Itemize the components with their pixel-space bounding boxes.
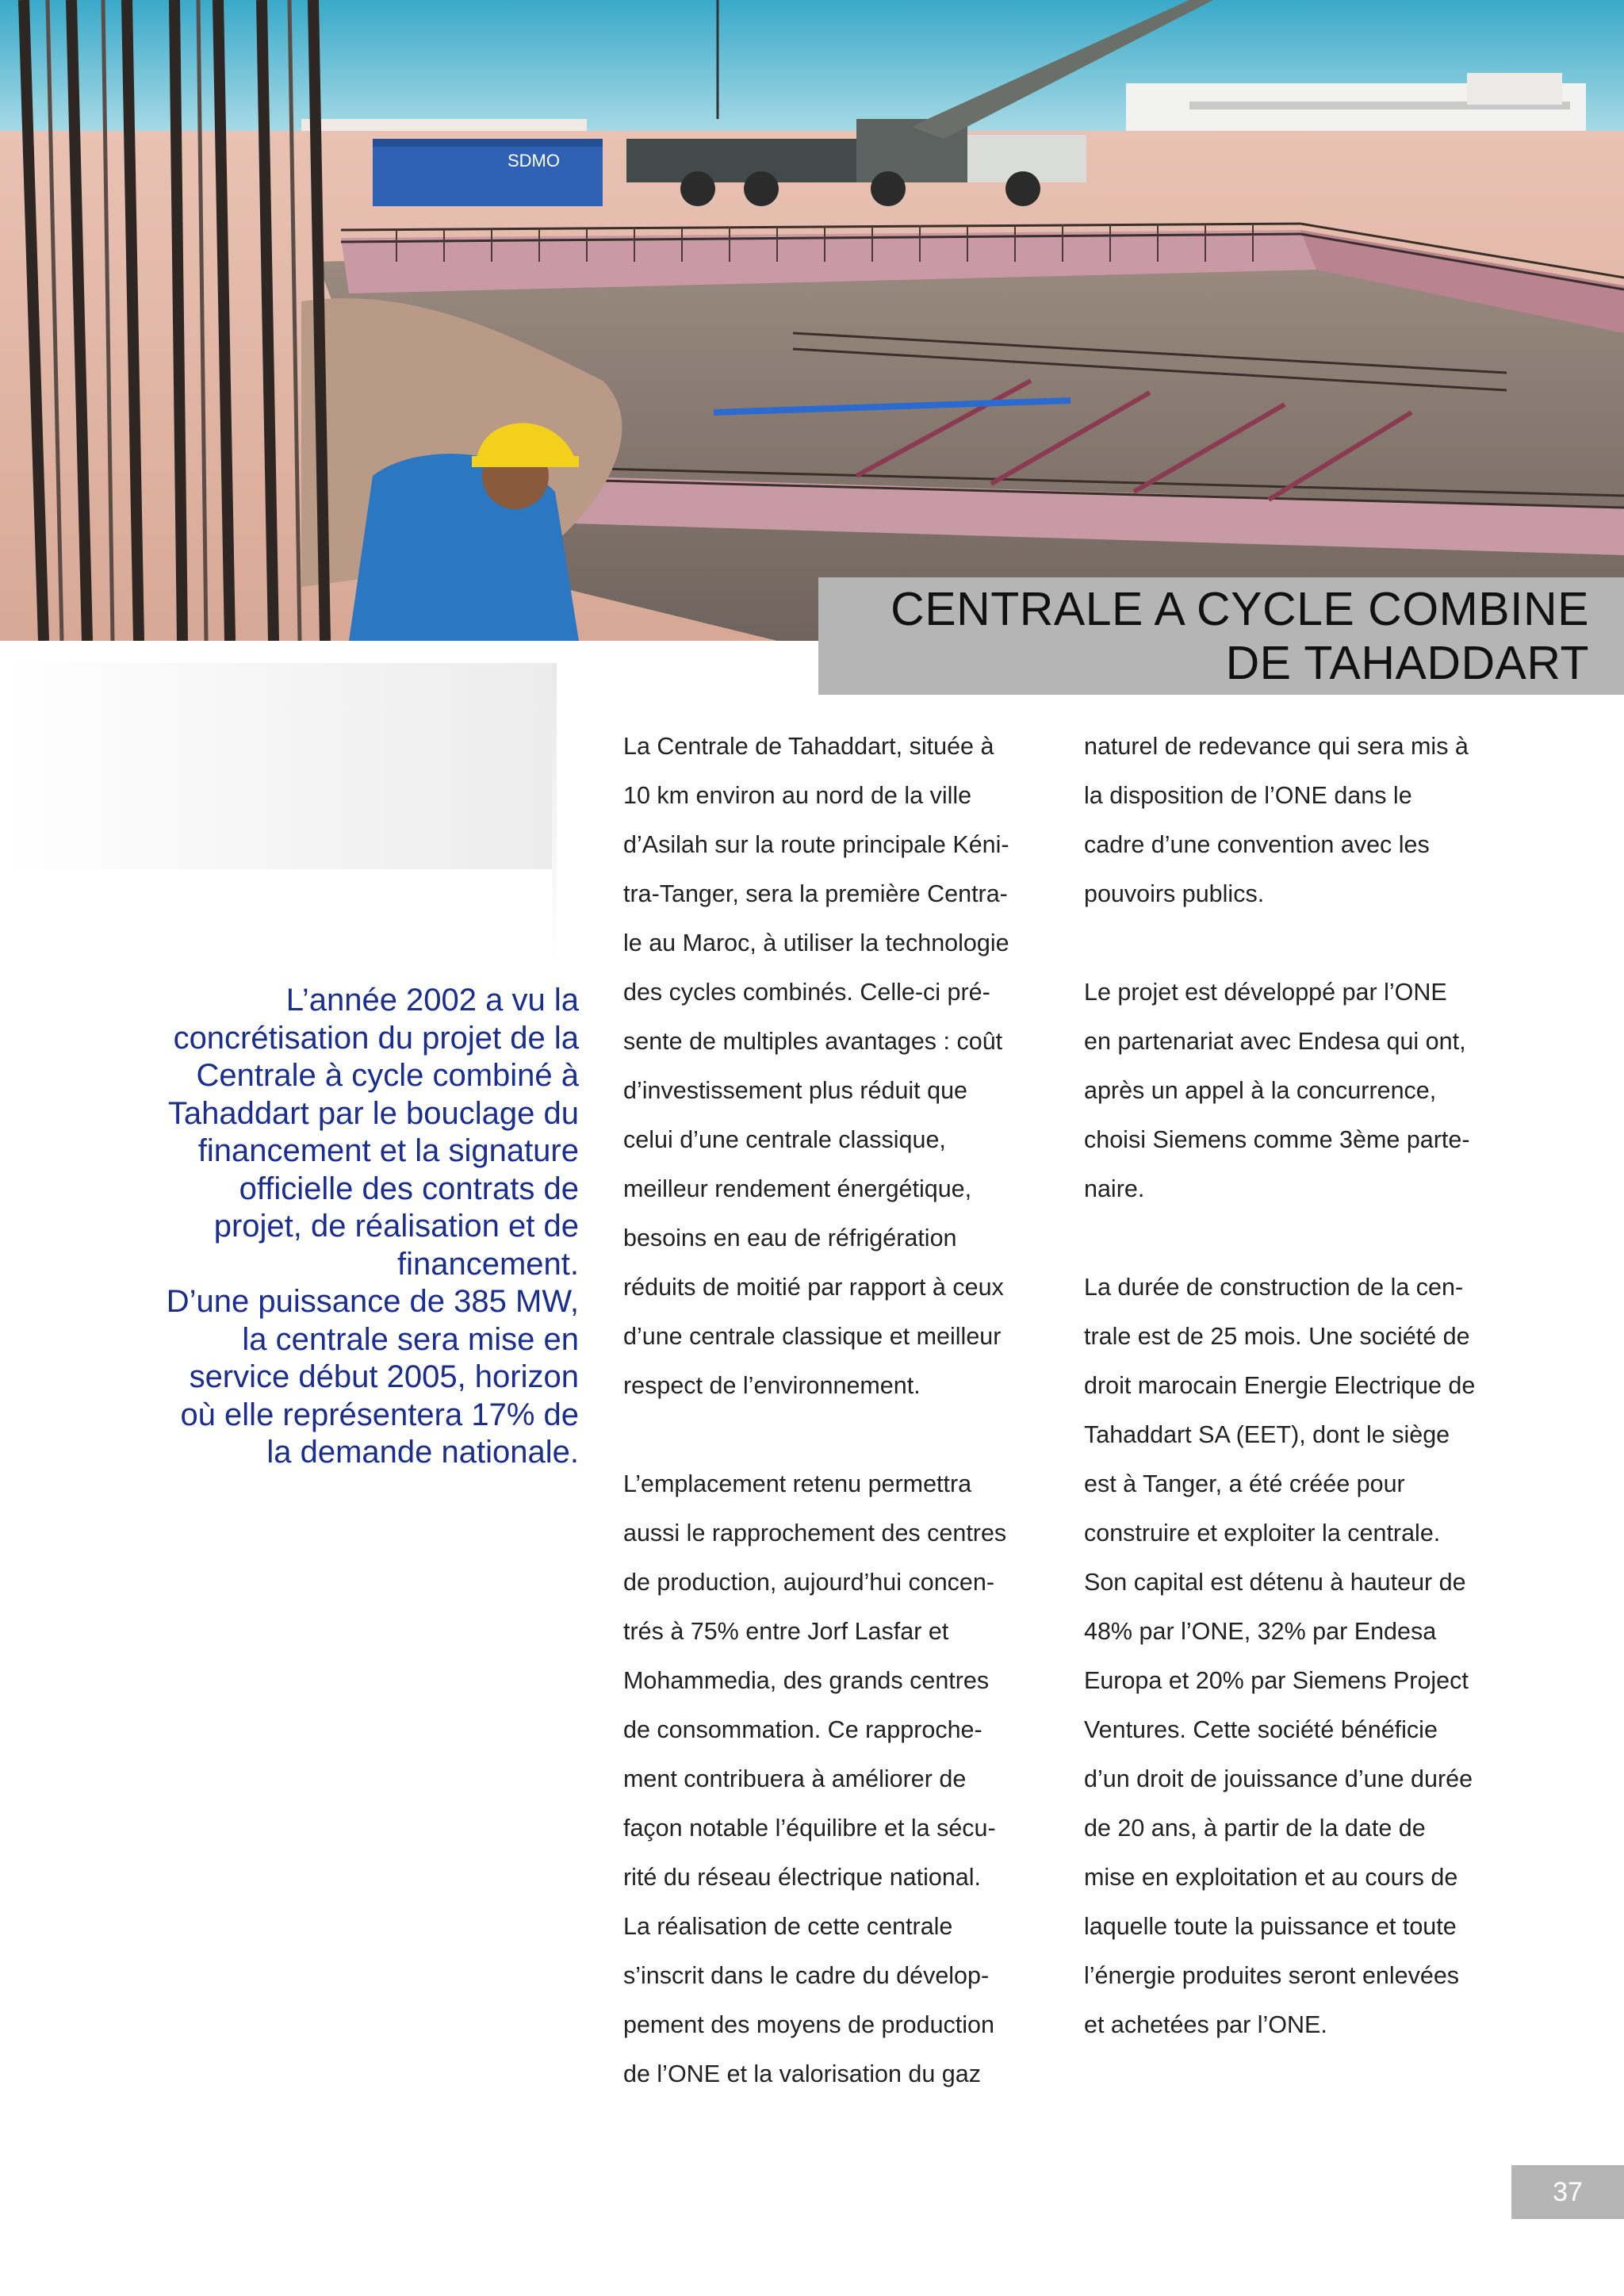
pull-quote <box>159 982 579 1472</box>
construction-site-photo <box>0 0 1624 641</box>
right-paragraph-2: Le projet est développé par l’ONE en partenariat avec Endesa qui ont, après un appel à la concurrence, choisi Siemens comme 3ème parte- naire. <box>1084 979 1470 1202</box>
pull-quote-paragraph-2: D’une puissance de 385 MW, la centrale sera mise en service début 2005, horizon où elle représentera 17% de la demande nationale. <box>166 1284 579 1470</box>
pull-quote-paragraph-1: L’année 2002 a vu la concrétisation du projet de la Centrale à cycle combiné à Tahaddart par le bouclage du financement et la signature officielle des contrats de projet, de réalisation et de financement. <box>167 983 579 1282</box>
title-banner <box>818 577 1624 695</box>
body-column-right <box>1084 722 1528 2049</box>
middle-paragraph-1: La Centrale de Tahaddart, située à 10 km environ au nord de la ville d’Asilah sur la route principale Kéni- tra-Tanger, sera la première Centra- le au Maroc, à utiliser la technologie des cycles combinés. Celle-ci pré- sente de multiples avantages : coût d’investissement plus réduit que celui d’une centrale classique, meilleur rendement énergétique, besoins en eau de réfrigération réduits de moitié par rapport à ceux d’une centrale classique et meilleur respect de l’environnement. <box>623 733 1009 1399</box>
page-title <box>891 582 1589 690</box>
page-number: 37 <box>1553 2177 1583 2207</box>
generator <box>373 139 603 206</box>
middle-paragraph-3: La réalisation de cette centrale s’inscrit dans le cadre du dévelop- pement des moyens de production de l’ONE et la valorisation du gaz <box>623 1913 994 2087</box>
panel-divider <box>552 663 557 964</box>
title-line-1: CENTRALE A CYCLE COMBINE <box>891 583 1589 635</box>
middle-paragraph-2: L’emplacement retenu permettra aussi le rapprochement des centres de production, aujourd’hui concen- trés à 75% entre Jorf Lasfar et Mohammedia, des grands centres de consommation. Ce rapproche- ment contribuera à améliorer de façon notable l’équilibre et la sécu- rité du réseau électrique national. <box>623 1470 1007 1891</box>
right-paragraph-1: naturel de redevance qui sera mis à la disposition de l’ONE dans le cadre d’une convention avec les pouvoirs publics. <box>1084 733 1469 907</box>
left-shaded-panel <box>0 663 555 869</box>
right-paragraph-3: La durée de construction de la cen- trale est de 25 mois. Une société de droit marocain Energie Electrique de Tahaddart SA (EET), dont le siège est à Tanger, a été créée pour construire et exploiter la centrale. Son capital est détenu à hauteur de 48% par l’ONE, 32% par Endesa Europa et 20% par Siemens Project Ventures. Cette société bénéficie d’un droit de jouissance d’une durée de 20 ans, à partir de la date de mise en exploitation et au cours de laquelle toute la puissance et toute l’énergie produites seront enlevées et achetées par l’ONE. <box>1084 1274 1476 2038</box>
generator-label: SDMO <box>508 151 560 171</box>
page-number-box <box>1511 2165 1624 2219</box>
body-column-middle <box>623 722 1067 2099</box>
title-line-2: DE TAHADDART <box>1225 637 1589 689</box>
